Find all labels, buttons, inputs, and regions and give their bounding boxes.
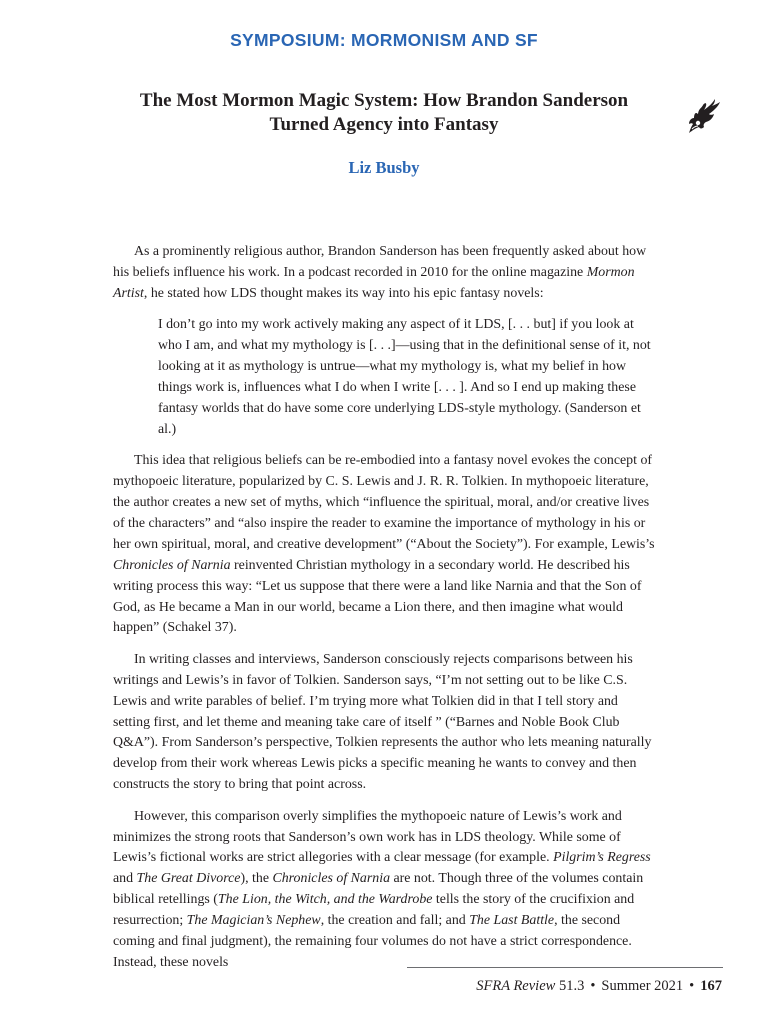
text-run: , the creation and fall; and [320, 913, 470, 929]
article-author: Liz Busby [348, 158, 420, 177]
section-heading: SYMPOSIUM: MORMONISM AND SF [230, 30, 538, 50]
text-run: This idea that religious beliefs can be re-embodied into a fantasy novel evokes the concept of mythopoeic literature, popularized by C. S. Lewis and J. R. R. Tolkien. In mythopoeic literature, the author creates a new set of myths, which “influence the spiritual, moral, and/or creative lives of the characters” and “also inspire the reader to examine the importance of mythology in his or her own spiritual, moral, and creative development” (“About the Society”). For example, Lewis’s [113, 453, 655, 552]
text-run: However, this comparison overly simplifies the mythopoeic nature of Lewis’s work and minimizes the strong roots that Sanderson’s own work has in LDS theology. While some of Lewis’s fictional works are strict allegories with a clear message (for example. [113, 808, 622, 866]
article-body [113, 242, 658, 984]
article-title: The Most Mormon Magic System: How Brandon Sanderson Turned Agency into Fantasy [139, 90, 629, 135]
text-run: reinvented Christian mythology in a secondary world. He described his writing process this way: “Let us suppose that there were a land like Narnia and that the Son of God, as He became a Man in our world, became a Lion there, and then imagine what would happen” (Schakel 37). [113, 557, 642, 636]
paragraph-intro [113, 242, 658, 305]
text-run: , he stated how LDS thought makes its way into his epic fantasy novels: [143, 285, 544, 301]
bullet-separator: • [689, 978, 695, 994]
paragraph-mythopoeic [113, 451, 658, 639]
italic-title: Chronicles of Narnia [272, 871, 391, 887]
italic-title: The Last Battle [469, 913, 555, 929]
text-run: As a prominently religious author, Brandon Sanderson has been frequently asked about how his beliefs influence his work. In a podcast recorded in 2010 for the online magazine [113, 244, 647, 280]
italic-title: The Great Divorce [136, 871, 241, 887]
text-run: and [113, 871, 137, 887]
italic-title: Chronicles of Narnia [113, 557, 231, 573]
italic-title: Pilgrim’s Regress [553, 850, 651, 866]
journal-name: SFRA Review [476, 978, 556, 994]
issue-season: Summer 2021 [601, 978, 684, 994]
bullet-separator: • [590, 978, 596, 994]
footer-rule [407, 967, 723, 968]
flaming-rocket-icon [684, 96, 722, 136]
page-number: 167 [700, 978, 722, 994]
italic-title: Mormon Artist [113, 264, 635, 301]
text-run: are not. Though three of the volumes contain biblical retellings ( [113, 871, 644, 908]
text-run: tells the story of the crucifixion and resurrection; [113, 892, 635, 929]
issue-number: 51.3 [558, 978, 585, 994]
paragraph-however [113, 807, 658, 974]
italic-title: The Lion, the Witch, and the Wardrobe [217, 892, 433, 908]
text-run: , the second coming and final judgment), the remaining four volumes do not have a strict correspondence. Instead, these novels [113, 913, 632, 970]
italic-title: The Magician’s Nephew [186, 913, 321, 929]
paragraph-comparison: In writing classes and interviews, Sanderson consciously rejects comparisons between his writings and Lewis’s in favor of Tolkien. Sanderson says, “I’m not setting out to be like C.S. Lewis and write parables of belief. I’m trying more what Tolkien did in that I tell story and setting first, and let theme and meaning take care of itself ” (“Barnes and Noble Book Club Q&A”). From Sanderson’s perspective, Tolkien represents the author who lets meaning naturally develop from their work whereas Lewis picks a specific meaning he wants to convey and then constructs the story to bring that point across. [113, 651, 652, 793]
page-footer [476, 978, 722, 995]
block-quote: I don’t go into my work actively making any aspect of it LDS, [. . . but] if you look at who I am, and what my mythology is [. . .]—using that in the definitional sense of it, not looking at it as mythology is untrue—what my mythology is, what my belief in how things work is, influences what I do when I write [. . . ]. And so I end up making these fantasy worlds that do have some core underlying LDS-style mythology. (Sanderson et al.) [158, 317, 651, 437]
text-run: ), the [240, 871, 273, 887]
